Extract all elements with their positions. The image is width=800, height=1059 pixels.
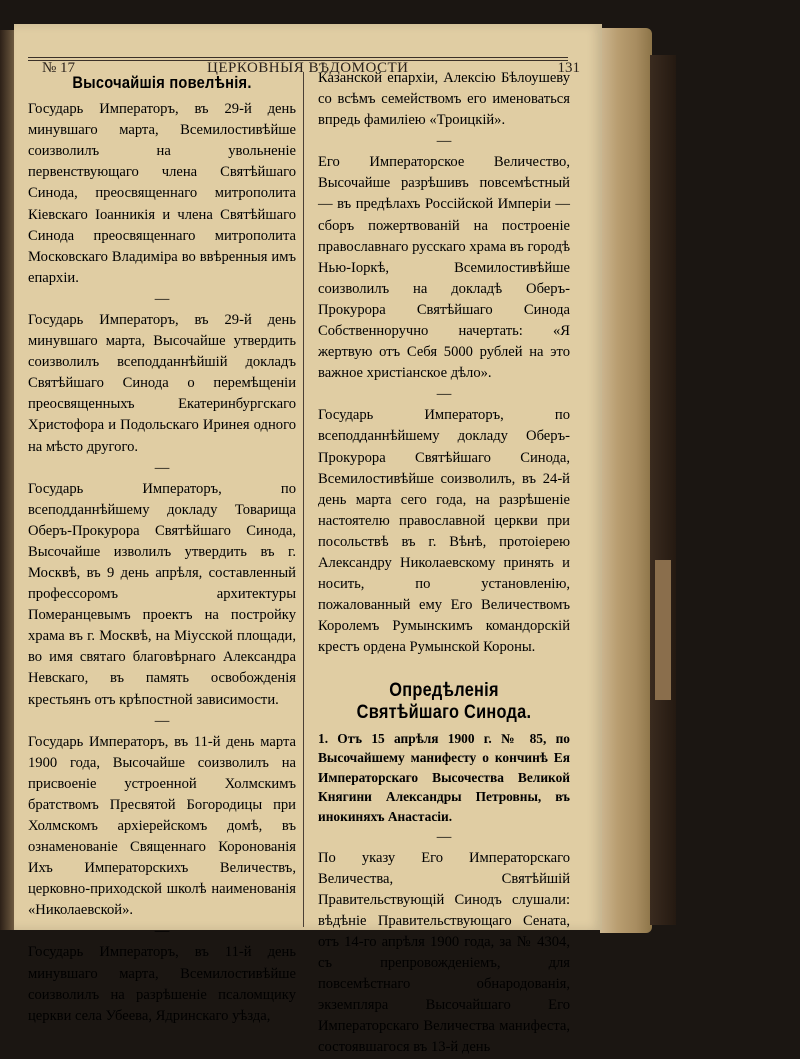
paragraph: Государь Императоръ, въ 11-й день марта 1900 года, Высочайше соизволилъ на присвоеніе устроенной Холмскимъ братствомъ Пресвятой Богородицы при Холмскомъ архіерейскомъ домѣ, въ ознаменованіе Священнаго Коронованія Ихъ Императорскихъ Величествъ, церковно-приходской школѣ наименованія «Николаевской». (28, 733, 296, 919)
decree-subheading: 1. Отъ 15 апрѣля 1900 г. № 85, по Высочайшему манифесту о кончинѣ Ея Императорскаго Высочества Великой Княгини Александры Петровны, въ инокиняхъ Анастасіи. (318, 730, 570, 824)
column-divider (303, 72, 304, 927)
section-heading-decrees: Высочайшія повелѣнія. (72, 73, 252, 92)
paragraph: Его Императорское Величество, Высочайше разрѣшивъ повсемѣстный — въ предѣлахъ Россійской Имперіи — сборъ пожертвованій на построеніе православнаго русскаго храма въ городѣ Нью-Іоркѣ, Всемилостивѣйше соизволилъ на докладѣ Оберъ-Прокурора Святѣйшаго Синода Собственноручно начертать: «Я жертвую отъ Себя 5000 рублей на это важное христіанское дѣло». (318, 154, 570, 382)
separator: — (154, 923, 170, 940)
book-page-edges (600, 28, 652, 933)
paragraph: Государь Императоръ, въ 11-й день минувшаго марта, Всемилостивѣйше соизволилъ на разрѣшеніе псаломщику церкви села Убеева, Ядринскаго уѣзда, (28, 944, 296, 1024)
separator: — (436, 828, 452, 845)
paragraph: Государь Императоръ, въ 29-й день минувшаго марта, Высочайше утвердить соизволилъ всеподданнѣйшій докладъ Святѣйшаго Синода о перемѣщеніи преосвященныхъ Екатеринбургскаго Христофора и Подольскаго Иринея одного на мѣсто другого. (28, 311, 296, 455)
section-heading-synod: Опредѣленія Святѣйшаго Синода. (356, 680, 532, 723)
book-spine-left (0, 30, 14, 930)
book-cover-right (650, 55, 676, 925)
paragraph: Государь Императоръ, въ 29-й день минувшаго марта, Всемилостивѣйше соизволилъ на увольненіе первенствующаго члена Святѣйшаго Синода, преосвященнаго митрополита Кіевскаго Іоанникія и члена Святѣйшаго Синода преосвященнаго митрополита Московскаго Владиміра во ввѣренныя имъ епархіи. (28, 101, 296, 286)
header-rule-double (28, 60, 568, 61)
journal-title: ЦЕРКОВНЫЯ ВѢДОМОСТИ (207, 60, 409, 76)
paragraph: По указу Его Императорскаго Величества, Святѣйшій Правительствующій Синодъ слушали: вѣдѣніе Правительствующаго Сената, отъ 14-го апрѣля 1900 года, за № 4304, съ препровожденіемъ, для повсемѣстнаго обнародованія, экземпляра Высочайшаго Его Императорскаго Величества манифеста, состоявшагося въ 13-й день (318, 849, 570, 1056)
right-column (318, 68, 570, 1059)
paragraph: Государь Императоръ, по всеподданнѣйшему докладу Товарища Оберъ-Прокурора Святѣйшаго Синода, Высочайше изволилъ утвердить въ г. Москвѣ, въ 9 день апрѣля, составленный профессоромъ архитектуры Померанцевымъ проектъ на постройку храма въ г. Москвѣ, на Міусской площади, во имя святаго благовѣрнаго Александра Невскаго, въ память освобожденія крестьянъ отъ крѣпостной зависимости. (28, 480, 296, 708)
left-column (28, 68, 296, 1027)
bookmark-tab (655, 560, 671, 700)
paragraph: Государь Императоръ, по всеподданнѣйшему докладу Оберъ-Прокурора Святѣйшаго Синода, Всемилостивѣйше соизволилъ, въ 24-й день марта сего года, на разрѣшеніе настоятелю православной церкви при посольствѣ въ г. Вѣнѣ, протоіерею Александру Николаевскому принять и носить, по установленію, пожалованный ему Его Величествомъ Королемъ Румынскимъ командорскій крестъ ордена Румынской Короны. (318, 407, 570, 656)
paragraph: Казанской епархіи, Алексію Бѣлоушеву со всѣмъ семействомъ его именоваться впредь фамиліею «Троицкій». (318, 70, 570, 129)
issue-number: № 17 (42, 60, 76, 76)
separator: — (154, 712, 170, 729)
page-number: 131 (557, 60, 580, 76)
separator: — (436, 386, 452, 403)
separator: — (436, 133, 452, 150)
separator: — (154, 459, 170, 476)
header-rule (28, 57, 568, 58)
separator: — (154, 290, 170, 307)
